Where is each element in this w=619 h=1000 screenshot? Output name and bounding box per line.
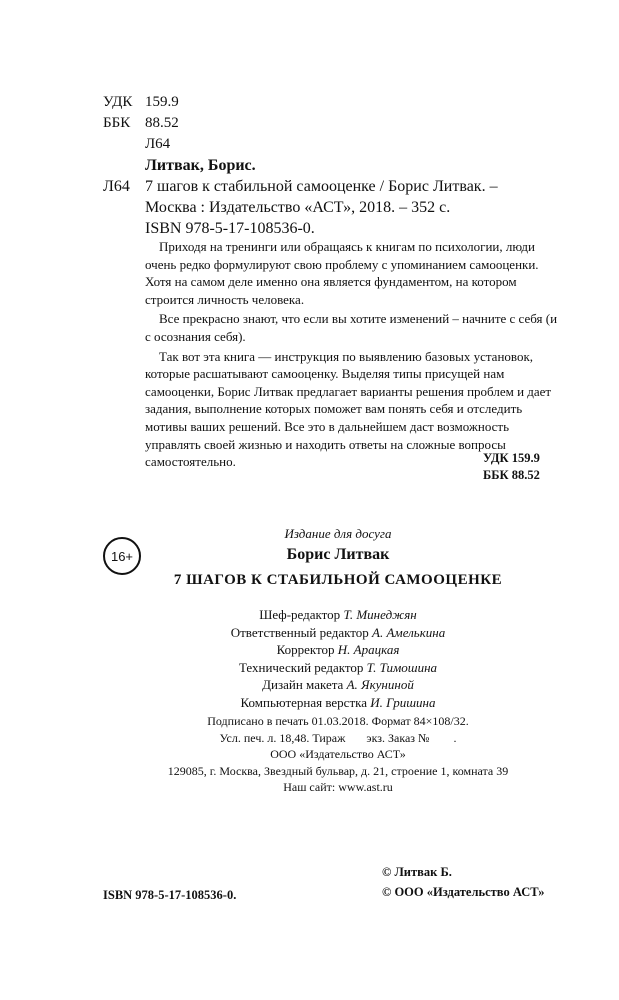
author-heading: Литвак, Борис. xyxy=(145,157,256,174)
credit-name: А. Амелькина xyxy=(372,624,446,640)
copyright xyxy=(382,862,545,902)
credit-name: Т. Минеджян xyxy=(343,607,417,622)
author-mark: Л64 xyxy=(145,136,171,152)
edition-type: Издание для досуга xyxy=(284,526,392,541)
credit-name: Н. Арацкая xyxy=(337,642,400,657)
credit-role: Дизайн макета xyxy=(262,677,344,692)
isbn-bottom: ISBN 978-5-17-108536-0. xyxy=(103,888,237,902)
imprint-site: Наш сайт: www.ast.ru xyxy=(283,780,393,794)
credit-row xyxy=(140,624,536,642)
credit-role: Ответственный редактор xyxy=(230,624,369,640)
imprint-publisher: ООО «Издательство АСТ» xyxy=(270,747,406,761)
credit-name: А. Якуниной xyxy=(346,677,414,692)
credit-role: Шеф-редактор xyxy=(259,607,341,622)
credit-row xyxy=(140,694,536,712)
abstract-paragraph: Все прекрасно знают, что если вы хотите изменений – начните с себя (и с осознания себя). xyxy=(145,311,558,344)
imprint-print: Усл. печ. л. 18,48. Тираж экз. Заказ № . xyxy=(219,730,457,745)
bib-isbn: ISBN 978-5-17-108536-0. xyxy=(145,220,315,237)
imprint xyxy=(140,713,536,796)
bib-line-2: Москва : Издательство «АСТ», 2018. – 352 с. xyxy=(145,199,451,216)
credit-name: Т. Тимошина xyxy=(366,659,438,675)
udk-value: 159.9 xyxy=(145,94,179,110)
udk-label: УДК xyxy=(103,94,133,110)
bbk-bottom: ББК 88.52 xyxy=(483,468,540,482)
credit-row xyxy=(140,676,536,694)
bbk-value: 88.52 xyxy=(145,115,179,131)
bbk-label: ББК xyxy=(103,115,131,131)
book-author: Борис Литвак xyxy=(286,546,390,563)
abstract-paragraph: Приходя на тренинги или обращаясь к книгам по психологии, люди очень редко формулируют свою проблему с упоминанием самооценки. Хотя на самом деле именно она является фундаментом, на котором строится личность человека. xyxy=(145,239,539,307)
udk-bottom: УДК 159.9 xyxy=(483,451,540,465)
classification-codes-bottom xyxy=(483,450,540,484)
copyright-author: © Литвак Б. xyxy=(382,865,452,879)
copyright-publisher: © ООО «Издательство АСТ» xyxy=(382,885,545,899)
imprint-address: 129085, г. Москва, Звездный бульвар, д. 21, строение 1, комната 39 xyxy=(167,763,509,778)
credit-role: Компьютерная верстка xyxy=(240,694,368,710)
bibliographic-record xyxy=(145,176,498,239)
credit-name: И. Гришина xyxy=(370,694,436,710)
classification-codes xyxy=(103,92,179,155)
bbk-line xyxy=(103,113,179,134)
book-title: 7 ШАГОВ К СТАБИЛЬНОЙ САМООЦЕНКЕ xyxy=(173,572,503,588)
age-rating-badge: 16+ xyxy=(103,537,141,575)
credit-row xyxy=(140,641,536,659)
udk-line xyxy=(103,92,179,113)
abstract-paragraph: Так вот эта книга — инструкция по выявлению базовых установок, которые расшатывают самооценку. Выделяя типы присущей нам самооценки, Борис Литвак предлагает варианты решения проблем и дает задания, выполнение которых поможет вам понять себя и отследить мотивы ваших решений. Все это в дальнейшем даст возможность управлять своей жизнью и находить ответы на сложные вопросы самостоятельно. xyxy=(145,348,552,470)
credits xyxy=(140,606,536,711)
credit-row xyxy=(140,606,536,624)
credit-row xyxy=(140,659,536,677)
imprint-signed: Подписано в печать 01.03.2018. Формат 84×108/32. xyxy=(207,714,469,728)
credit-role: Технический редактор xyxy=(238,659,364,675)
credit-role: Корректор xyxy=(276,642,335,657)
abstract xyxy=(145,238,563,473)
bib-line-1: 7 шагов к стабильной самооценке / Борис Литвак. – xyxy=(145,178,498,195)
author-mark-side: Л64 xyxy=(103,178,130,195)
